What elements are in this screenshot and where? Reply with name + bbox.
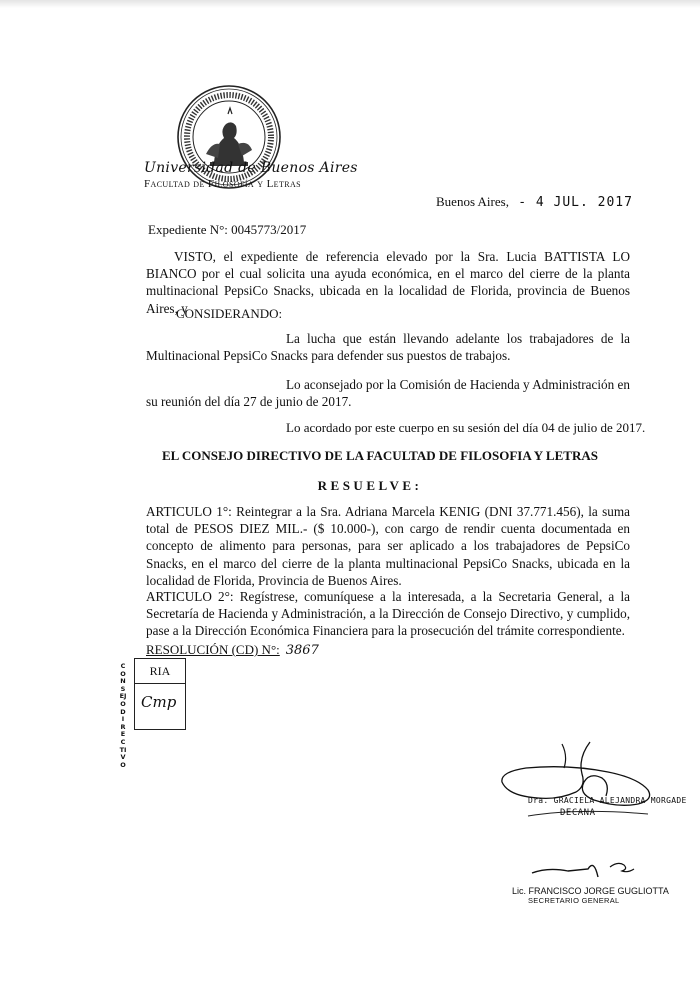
considerando-item [146, 376, 630, 410]
visto-text: VISTO, el expediente de referencia elevado por la Sra. Lucia BATTISTA LO BIANCO por el cual solicita una ayuda económica, en el marco del cierre de la planta multinacional PepsiCo Snacks, ubicada en la localidad de Florida, provincia de Buenos Aires, y [146, 249, 630, 316]
vertical-stamp-text: CONSEJO DIRECTIVO [119, 662, 127, 769]
scan-edge-shadow [0, 0, 700, 8]
resolucion-line [146, 642, 319, 658]
date-stamp: - 4 JUL. 2017 [518, 195, 633, 210]
consejo-directivo-vertical-stamp [118, 663, 128, 769]
decana-name: Dra. GRACIELA ALEJANDRA MORGADE [528, 796, 687, 805]
considerando-text: La lucha que están llevando adelante los trabajadores de la Multinacional PepsiCo Snacks para defender sus puestos de trabajos. [146, 331, 630, 364]
stamp-initials: Cmp [141, 693, 177, 711]
resolucion-number: 3867 [285, 643, 319, 658]
considerando-item: Lo acordado por este cuerpo en su sesión del día 04 de julio de 2017. [286, 420, 646, 435]
consejo-heading: EL CONSEJO DIRECTIVO DE LA FACULTAD DE FILOSOFIA Y LETRAS [162, 448, 598, 463]
articulo-1: ARTICULO 1°: Reintegrar a la Sra. Adriana Marcela KENIG (DNI 37.771.456), la suma total de PESOS DIEZ MIL.- ($ 10.000-), con cargo de rendir cuenta documentada en concepto de alimento para personas, para ser aplicado a los trabajadores de PepsiCo Snacks, en el marco del cierre de la planta multinacional PepsiCo Snacks, ubicada en la localidad de Florida, Provincia de Buenos Aires. [146, 504, 630, 588]
faculty-name: Facultad de Filosofía y Letras [144, 178, 302, 190]
resolucion-label: RESOLUCIÓN (CD) N°: [146, 642, 280, 657]
university-name: Universidad de Buenos Aires [144, 160, 358, 176]
decana-title: DECANA [560, 808, 596, 818]
secretario-name: Lic. FRANCISCO JORGE GUGLIOTTA [512, 886, 669, 896]
considerando-heading: CONSIDERANDO: [176, 306, 283, 321]
city: Buenos Aires, [436, 194, 509, 209]
secretario-signature [528, 855, 638, 885]
place-date [436, 194, 633, 210]
resuelve-heading: RESUELVE: [317, 478, 423, 493]
secretario-title: SECRETARIO GENERAL [528, 896, 620, 905]
considerando-text: Lo aconsejado por la Comisión de Hacienda y Administración en su reunión del día 27 de junio de 2017. [146, 377, 630, 410]
expediente-number: Expediente N°: 0045773/2017 [148, 222, 307, 237]
control-stamp-box [134, 658, 186, 730]
stamp-ria: RIA [135, 659, 185, 684]
considerando-item [146, 330, 630, 364]
articulo-2: ARTICULO 2°: Regístrese, comuníquese a la interesada, a la Secretaria General, a la Secretaría de Hacienda y Administración, a la Dirección de Consejo Directivo, y cumplido, pase a la Dirección Económica Financiera para la prosecución del trámite correspondiente. [146, 589, 630, 639]
